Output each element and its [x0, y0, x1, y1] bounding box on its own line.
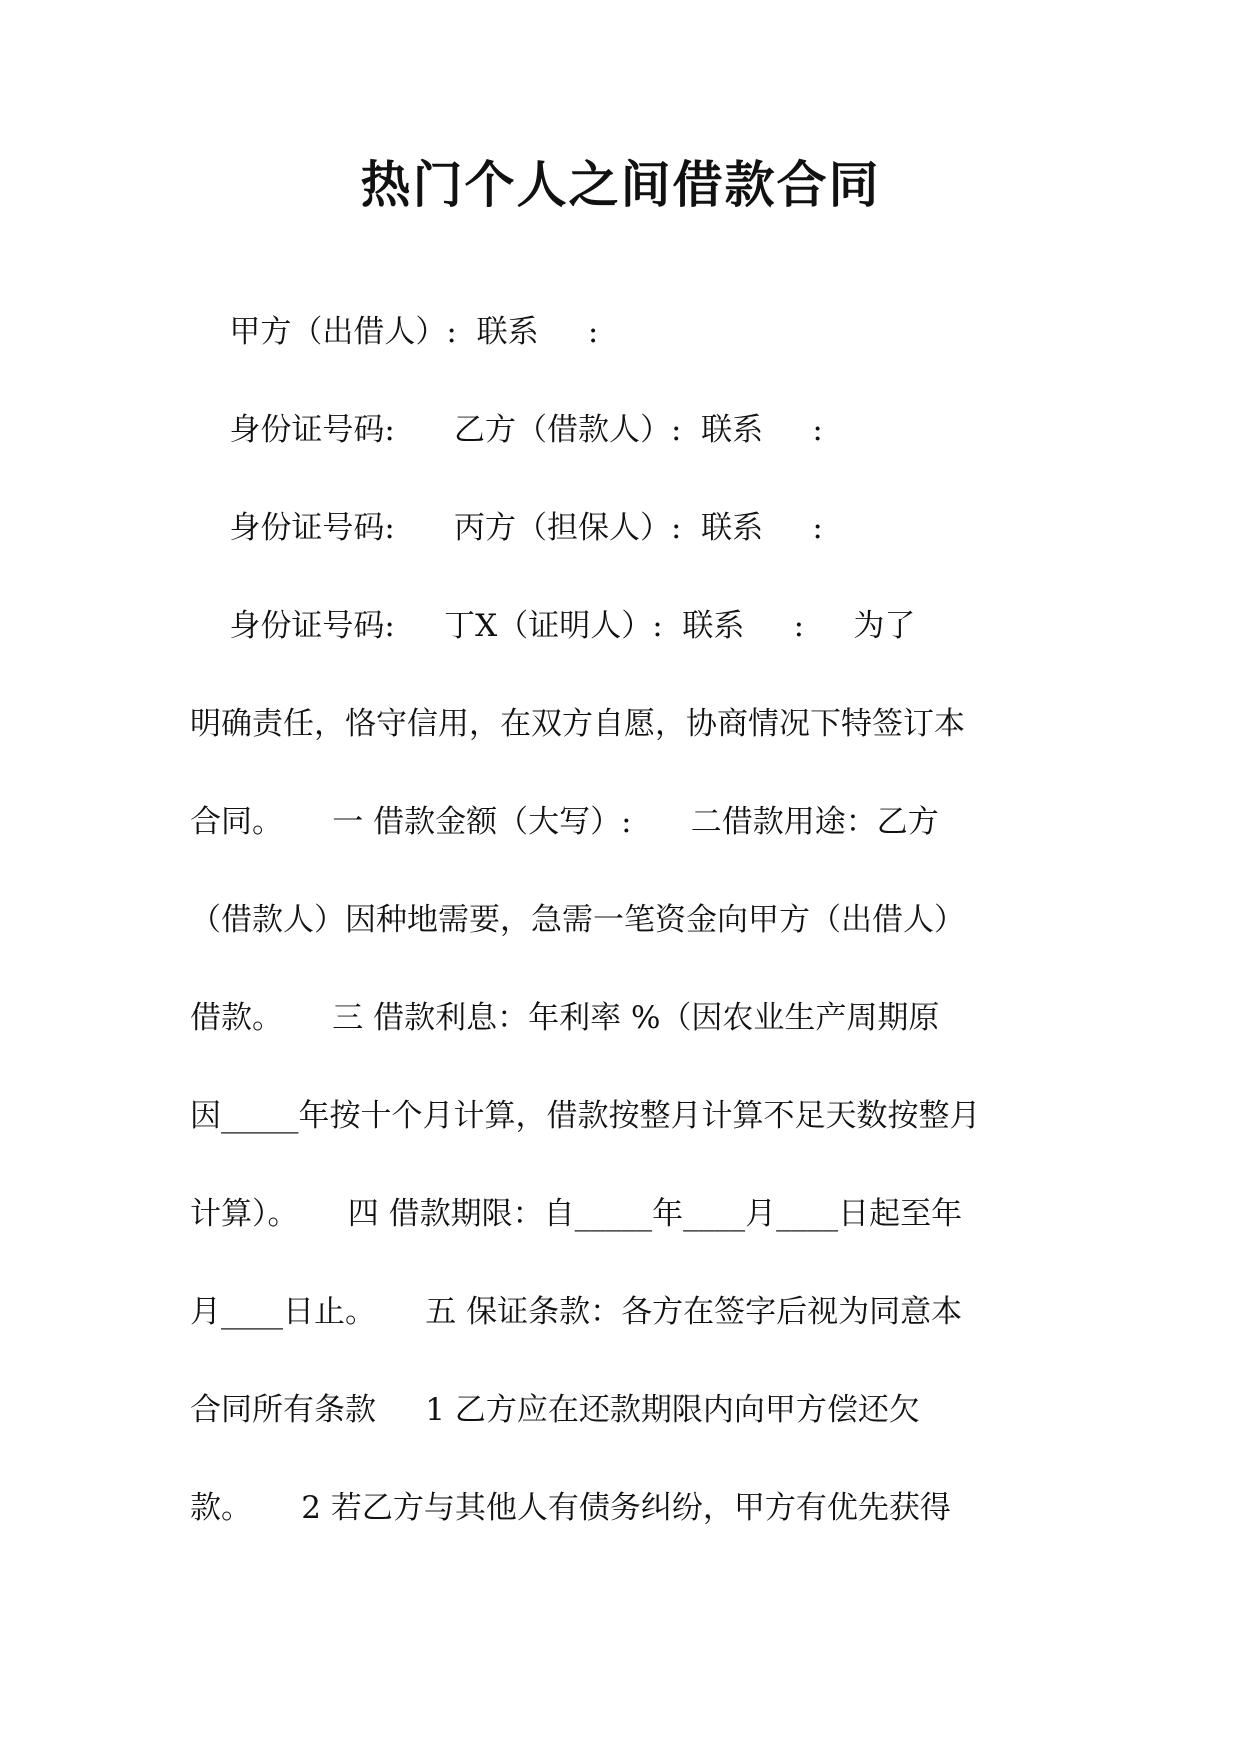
body-line-11: 月____日止。 五 保证条款：各方在签字后视为同意本 [190, 1294, 963, 1330]
body-line-4: 身份证号码: 丁X（证明人）: 联系 : 为了 [190, 608, 916, 644]
body-line-5: 明确责任，恪守信用，在双方自愿，协商情况下特签订本 [190, 706, 965, 742]
body-line-6: 合同。 一 借款金额（大写）: 二借款用途：乙方 [190, 804, 939, 840]
body-line-3: 身份证号码: 丙方（担保人）: 联系 : [190, 510, 823, 546]
document-title: 热门个人之间借款合同 [360, 155, 881, 214]
body-line-1: 甲方（出借人）: 联系 : [190, 314, 599, 350]
body-line-9: 因_____年按十个月计算，借款按整月计算不足天数按整月 [190, 1098, 981, 1134]
body-line-10: 计算）。 四 借款期限：自_____年____月____日起至年 [190, 1196, 963, 1232]
body-line-12: 合同所有条款 1 乙方应在还款期限内向甲方偿还欠 [190, 1392, 920, 1428]
body-line-2: 身份证号码: 乙方（借款人）: 联系 : [190, 412, 823, 448]
body-line-8: 借款。 三 借款利息：年利率 %（因农业生产周期原 [190, 1000, 940, 1036]
body-line-13: 款。 2 若乙方与其他人有债务纠纷，甲方有优先获得 [190, 1490, 951, 1526]
body-line-7: （借款人）因种地需要，急需一笔资金向甲方（出借人） [190, 902, 965, 938]
